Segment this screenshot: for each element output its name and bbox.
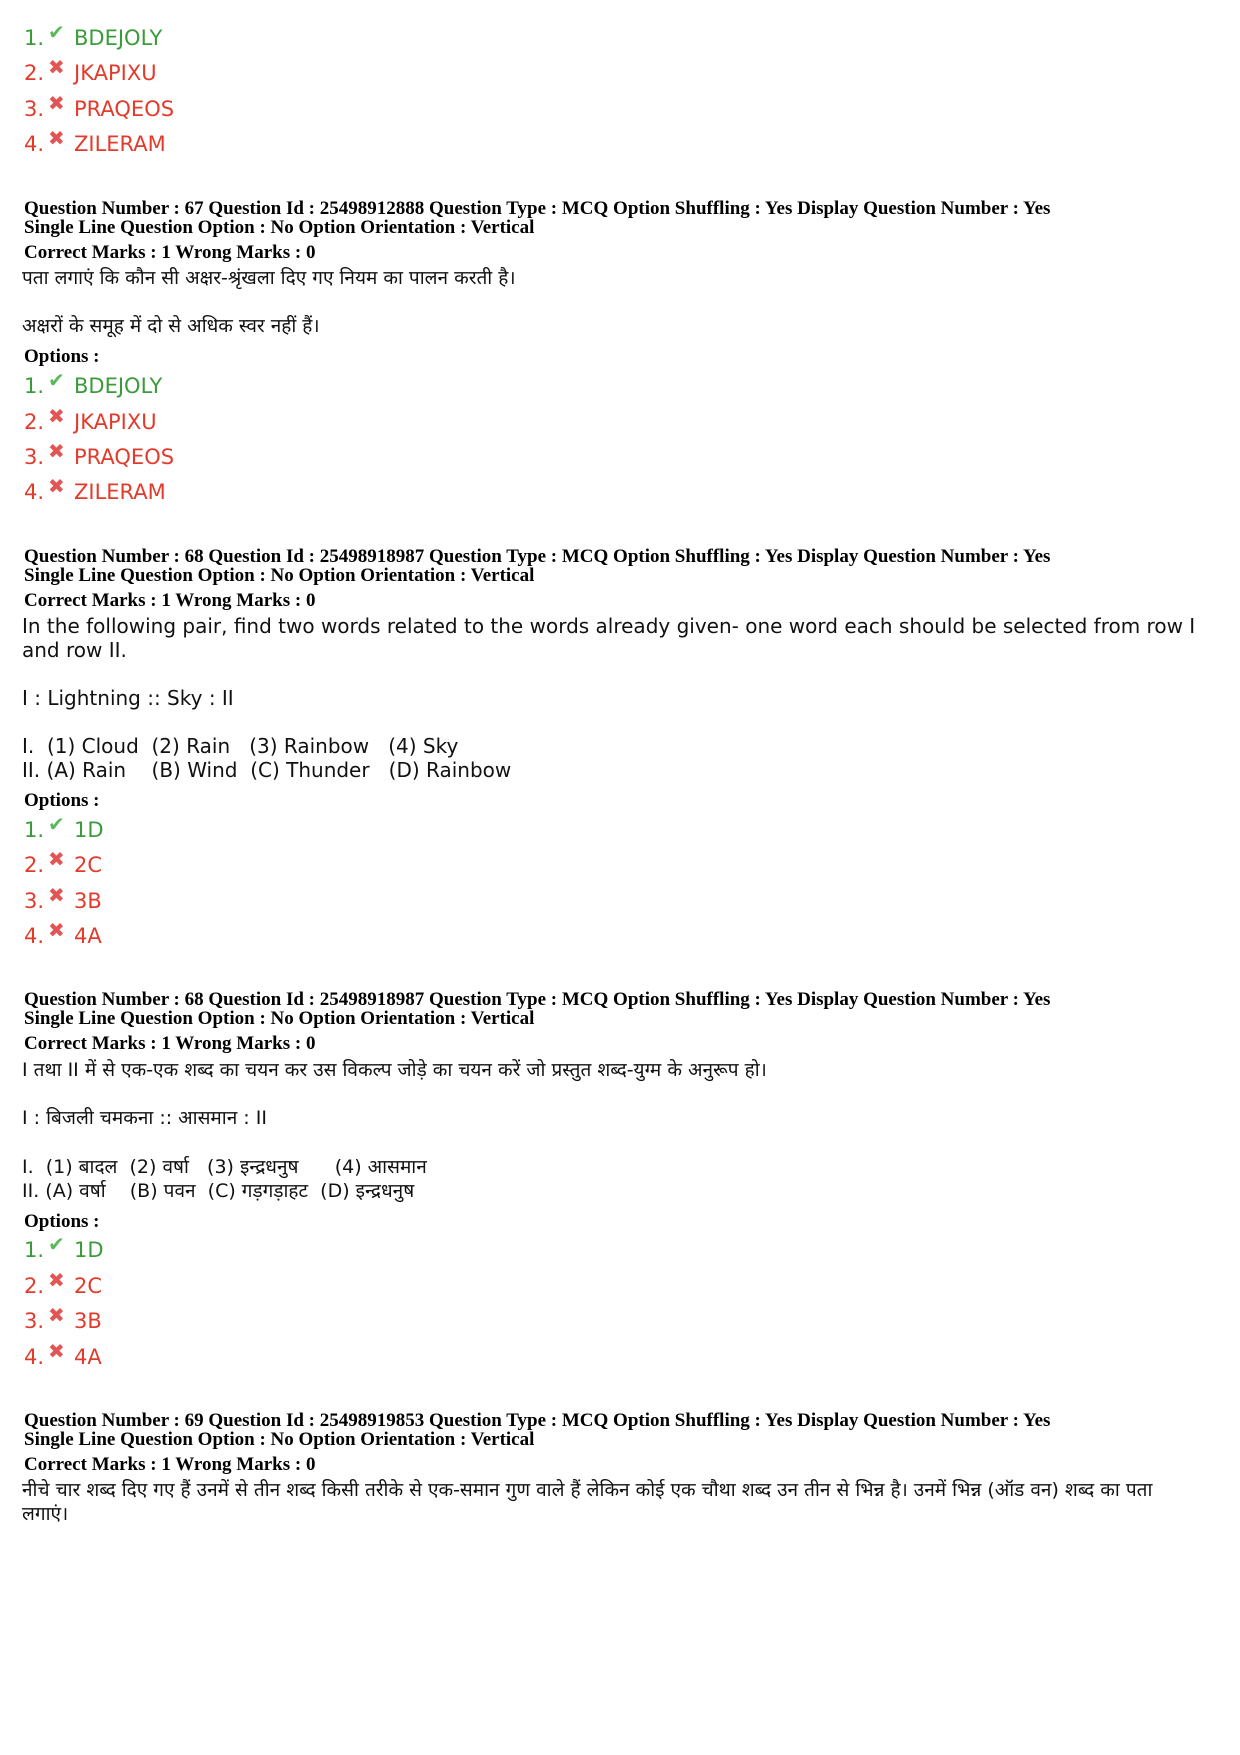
question-meta-line-2: Single Line Question Option : No Option Orientation : Vertical [24,1429,535,1450]
question-pair: I : बिजली चमकना :: आसमान : II [22,1107,267,1129]
options-label: Options : [24,790,100,811]
question-meta-line-2: Single Line Question Option : No Option Orientation : Vertical [24,1008,535,1029]
cross-icon: ✖ [48,126,65,150]
row-two-words: II. (A) वर्षा (B) पवन (C) गड़गड़ाहट (D) इन्द्रधनुष [22,1180,415,1202]
question-meta-line-1: Question Number : 68 Question Id : 25498918987 Question Type : MCQ Option Shuffling : Yes Display Question Number : Yes [24,546,1051,567]
row-one-words: I. (1) Cloud (2) Rain (3) Rainbow (4) Sky [22,734,459,758]
option-number: 1. [24,26,45,50]
question-pair: I : Lightning :: Sky : II [22,686,234,710]
option-text: 2C [74,1274,103,1298]
cross-icon: ✖ [48,1303,65,1327]
option-text: 1D [74,1238,104,1262]
options-label: Options : [24,1211,100,1232]
option-text: PRAQEOS [74,445,175,469]
check-icon: ✔ [48,812,65,836]
option-text: JKAPIXU [74,61,157,85]
option-number: 1. [24,374,45,398]
options-label: Options : [24,346,100,367]
option-item [24,1270,102,1302]
option-text: ZILERAM [74,480,166,504]
option-text: 2C [74,853,103,877]
cross-icon: ✖ [48,91,65,115]
question-meta-line-1: Question Number : 69 Question Id : 25498919853 Question Type : MCQ Option Shuffling : Yes Display Question Number : Yes [24,1410,1051,1431]
option-number: 3. [24,1309,45,1333]
question-meta-line-2: Single Line Question Option : No Option Orientation : Vertical [24,217,535,238]
option-item [24,406,157,438]
option-item [24,1305,102,1337]
option-number: 3. [24,889,45,913]
option-text: BDEJOLY [74,374,163,398]
row-one-words: I. (1) बादल (2) वर्षा (3) इन्द्रधनुष (4) आसमान [22,1156,427,1178]
option-number: 1. [24,818,45,842]
cross-icon: ✖ [48,883,65,907]
cross-icon: ✖ [48,55,65,79]
cross-icon: ✖ [48,1268,65,1292]
option-item [24,849,102,881]
option-number: 2. [24,1274,45,1298]
option-number: 4. [24,1345,45,1369]
check-icon: ✔ [48,1232,65,1256]
check-icon: ✔ [48,20,65,44]
option-text: ZILERAM [74,132,166,156]
option-text: 4A [74,1345,102,1369]
question-marks: Correct Marks : 1 Wrong Marks : 0 [24,1454,316,1475]
option-item [24,920,102,952]
question-text: पता लगाएं कि कौन सी अक्षर-श्रृंखला दिए गए नियम का पालन करती है। [22,267,516,289]
option-text: 1D [74,818,104,842]
option-item [24,128,166,160]
option-number: 4. [24,924,45,948]
cross-icon: ✖ [48,404,65,428]
option-item [24,22,162,54]
question-text: In the following pair, find two words related to the words already given- one word each should be selected from row I and row II. [22,614,1196,662]
option-number: 2. [24,853,45,877]
option-item [24,370,162,402]
option-text: BDEJOLY [74,26,163,50]
row-two-words: II. (A) Rain (B) Wind (C) Thunder (D) Rainbow [22,758,512,782]
option-number: 1. [24,1238,45,1262]
cross-icon: ✖ [48,918,65,942]
question-marks: Correct Marks : 1 Wrong Marks : 0 [24,242,316,263]
option-number: 2. [24,61,45,85]
option-number: 4. [24,480,45,504]
question-meta-line-1: Question Number : 68 Question Id : 25498918987 Question Type : MCQ Option Shuffling : Yes Display Question Number : Yes [24,989,1051,1010]
option-item [24,441,174,473]
option-text: JKAPIXU [74,410,157,434]
option-item [24,885,102,917]
option-number: 4. [24,132,45,156]
option-number: 2. [24,410,45,434]
option-text: PRAQEOS [74,97,175,121]
option-text: 3B [74,889,102,913]
cross-icon: ✖ [48,439,65,463]
cross-icon: ✖ [48,1339,65,1363]
option-number: 3. [24,97,45,121]
option-item [24,814,104,846]
question-text: I तथा II में से एक-एक शब्द का चयन कर उस विकल्प जोड़े का चयन करें जो प्रस्तुत शब्द-युग्म के अनुरूप हो। [22,1059,767,1081]
option-item [24,1341,102,1373]
question-rule: अक्षरों के समूह में दो से अधिक स्वर नहीं हैं। [22,315,320,337]
question-meta-line-2: Single Line Question Option : No Option Orientation : Vertical [24,565,535,586]
question-meta-line-1: Question Number : 67 Question Id : 25498912888 Question Type : MCQ Option Shuffling : Yes Display Question Number : Yes [24,198,1051,219]
option-item [24,476,166,508]
option-item [24,93,174,125]
option-text: 4A [74,924,102,948]
cross-icon: ✖ [48,847,65,871]
question-marks: Correct Marks : 1 Wrong Marks : 0 [24,590,316,611]
check-icon: ✔ [48,368,65,392]
option-item [24,57,157,89]
question-marks: Correct Marks : 1 Wrong Marks : 0 [24,1033,316,1054]
option-text: 3B [74,1309,102,1333]
option-number: 3. [24,445,45,469]
option-item [24,1234,104,1266]
question-text: नीचे चार शब्द दिए गए हैं उनमें से तीन शब्द किसी तरीके से एक-समान गुण वाले हैं लेकिन कोई एक चौथा शब्द उन तीन से भिन्न है। उनमें भिन्न (ऑड वन) शब्द का पता लगाएं। [22,1479,1153,1525]
cross-icon: ✖ [48,474,65,498]
